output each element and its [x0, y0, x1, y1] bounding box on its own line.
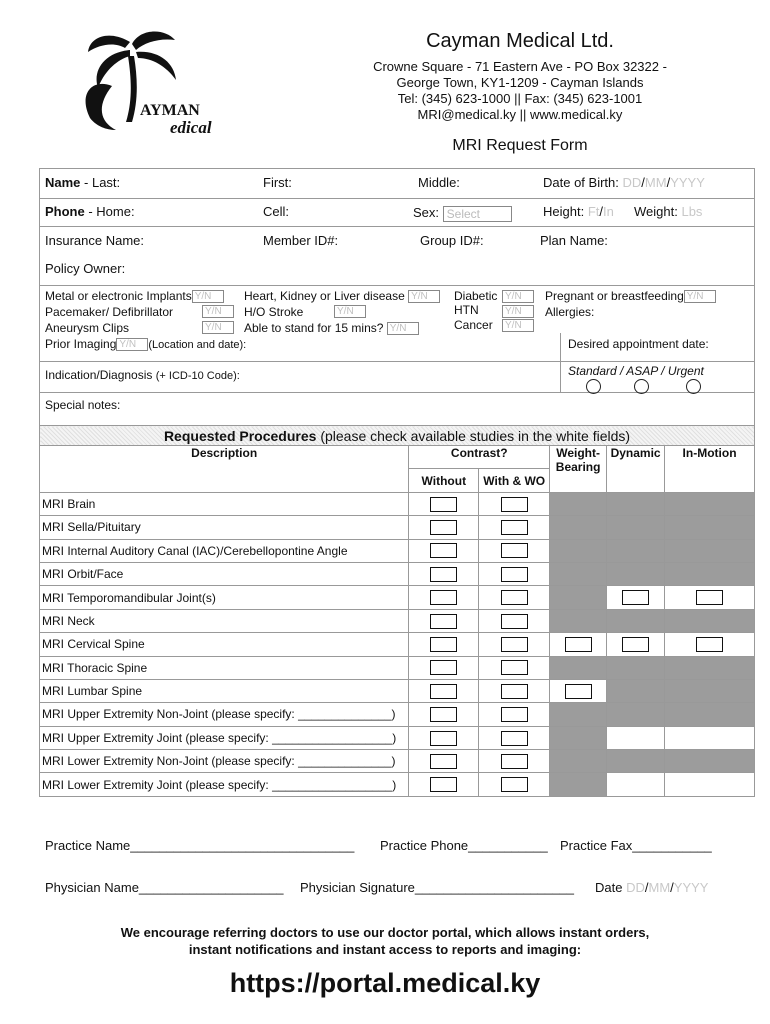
option-cell — [409, 750, 479, 773]
with-wo-checkbox[interactable] — [501, 684, 528, 699]
unavailable-cell — [550, 539, 607, 562]
in-motion-checkbox[interactable] — [696, 637, 723, 652]
diabetic-yn[interactable]: Y/N — [502, 290, 534, 303]
col-in-motion: In-Motion — [665, 446, 755, 493]
pacemaker-yn[interactable]: Y/N — [202, 305, 234, 318]
htn-label: HTN — [454, 303, 479, 317]
procedure-label: MRI Thoracic Spine — [40, 656, 409, 679]
unavailable-cell — [665, 656, 755, 679]
allergies-label: Allergies: — [545, 305, 595, 319]
option-cell — [409, 609, 479, 632]
procedure-row — [40, 609, 755, 632]
dynamic-checkbox[interactable] — [622, 637, 649, 652]
indication-label: Indication/Diagnosis (+ ICD-10 Code): — [45, 368, 240, 382]
procedure-row — [40, 750, 755, 773]
option-cell — [409, 586, 479, 609]
empty-cell — [665, 726, 755, 749]
metal-implants-label: Metal or electronic Implants Y/N — [45, 289, 224, 303]
col-without: Without — [409, 469, 479, 492]
option-cell — [479, 562, 550, 585]
option-cell — [479, 516, 550, 539]
without-checkbox[interactable] — [430, 731, 457, 746]
unavailable-cell — [665, 539, 755, 562]
unavailable-cell — [550, 562, 607, 585]
height-label[interactable]: Height: Ft/In — [543, 204, 614, 219]
diabetic-label: Diabetic — [454, 289, 498, 303]
with-wo-checkbox[interactable] — [501, 754, 528, 769]
procedure-row — [40, 703, 755, 726]
option-cell — [479, 750, 550, 773]
option-cell — [479, 703, 550, 726]
col-with-wo: With & WO — [479, 469, 550, 492]
stroke-label: H/O Stroke — [244, 305, 304, 319]
unavailable-cell — [665, 703, 755, 726]
aneurysm-label: Aneurysm Clips — [45, 321, 130, 335]
prior-imaging-yn[interactable]: Y/N — [116, 338, 148, 351]
with-wo-checkbox[interactable] — [501, 567, 528, 582]
unavailable-cell — [607, 750, 665, 773]
procedure-label: MRI Cervical Spine — [40, 633, 409, 656]
without-checkbox[interactable] — [430, 567, 457, 582]
option-cell — [409, 492, 479, 515]
option-cell — [409, 656, 479, 679]
option-cell — [479, 633, 550, 656]
cancer-yn[interactable]: Y/N — [502, 319, 534, 332]
weight-bearing-checkbox[interactable] — [565, 684, 592, 699]
stroke-yn[interactable]: Y/N — [334, 305, 366, 318]
sex-select[interactable]: Select — [443, 206, 512, 222]
without-checkbox[interactable] — [430, 777, 457, 792]
empty-cell — [607, 773, 665, 796]
unavailable-cell — [550, 773, 607, 796]
unavailable-cell — [607, 516, 665, 539]
procedure-row — [40, 679, 755, 702]
with-wo-checkbox[interactable] — [501, 497, 528, 512]
option-cell — [409, 633, 479, 656]
htn-yn[interactable]: Y/N — [502, 305, 534, 318]
procedure-label: MRI Lumbar Spine — [40, 679, 409, 702]
without-checkbox[interactable] — [430, 637, 457, 652]
procedure-label: MRI Lower Extremity Joint (please specify: __________________) — [40, 773, 409, 796]
procedure-row — [40, 656, 755, 679]
with-wo-checkbox[interactable] — [501, 590, 528, 605]
with-wo-checkbox[interactable] — [501, 660, 528, 675]
logo-text-medical: edical — [170, 118, 212, 137]
unavailable-cell — [607, 609, 665, 632]
practice-phone-field[interactable]: Practice Phone___________ — [380, 838, 548, 853]
unavailable-cell — [665, 562, 755, 585]
option-cell — [479, 773, 550, 796]
first-name-label: First: — [263, 175, 292, 190]
option-cell — [479, 679, 550, 702]
pacemaker-label: Pacemaker/ Defibrillator — [45, 305, 174, 319]
phone-fax-line: Tel: (345) 623-1000 || Fax: (345) 623-1001 — [397, 91, 643, 106]
phone-home-label: Phone - Home: — [45, 204, 135, 219]
metal-implants-yn[interactable]: Y/N — [192, 290, 224, 303]
without-checkbox[interactable] — [430, 614, 457, 629]
dob-label[interactable]: Date of Birth: DD/MM/YYYY — [543, 175, 705, 190]
option-cell — [409, 516, 479, 539]
option-cell — [479, 609, 550, 632]
without-checkbox[interactable] — [430, 660, 457, 675]
option-cell — [607, 633, 665, 656]
procedure-row — [40, 539, 755, 562]
procedure-label: MRI Brain — [40, 492, 409, 515]
portal-link[interactable]: https://portal.medical.ky — [229, 968, 541, 998]
procedure-label: MRI Orbit/Face — [40, 562, 409, 585]
procedure-row — [40, 726, 755, 749]
address-line-1: Crowne Square - 71 Eastern Ave - PO Box 32322 - — [373, 59, 667, 74]
unavailable-cell — [550, 516, 607, 539]
with-wo-checkbox[interactable] — [501, 614, 528, 629]
unavailable-cell — [607, 679, 665, 702]
option-cell — [409, 539, 479, 562]
policy-owner-label: Policy Owner: — [45, 261, 126, 276]
procedure-row — [40, 586, 755, 609]
col-dynamic: Dynamic — [607, 446, 665, 493]
unavailable-cell — [550, 750, 607, 773]
option-cell — [550, 679, 607, 702]
procedures-title: Requested Procedures (please check available studies in the white fields) — [40, 426, 755, 446]
without-checkbox[interactable] — [430, 684, 457, 699]
unavailable-cell — [607, 562, 665, 585]
logo-text-cayman: AYMAN — [140, 102, 200, 119]
middle-name-label: Middle: — [418, 175, 460, 190]
with-wo-checkbox[interactable] — [501, 777, 528, 792]
unavailable-cell — [550, 703, 607, 726]
unavailable-cell — [607, 656, 665, 679]
option-cell — [409, 679, 479, 702]
with-wo-checkbox[interactable] — [501, 637, 528, 652]
procedure-label: MRI Internal Auditory Canal (IAC)/Cerebellopontine Angle — [40, 539, 409, 562]
option-cell — [479, 539, 550, 562]
unavailable-cell — [550, 492, 607, 515]
portal-message: We encourage referring doctors to use our doctor portal, which allows instant orders, instant notifications and instant access to reports and imaging: — [120, 925, 650, 957]
plan-name-label: Plan Name: — [540, 233, 608, 248]
with-wo-checkbox[interactable] — [501, 543, 528, 558]
procedure-label: MRI Temporomandibular Joint(s) — [40, 586, 409, 609]
unavailable-cell — [550, 726, 607, 749]
unavailable-cell — [550, 609, 607, 632]
option-cell — [409, 773, 479, 796]
unavailable-cell — [550, 586, 607, 609]
urgent-radio[interactable] — [686, 379, 701, 394]
unavailable-cell — [607, 703, 665, 726]
practice-fax-field[interactable]: Practice Fax___________ — [560, 838, 712, 853]
prior-imaging-label: Prior Imaging Y/N (Location and date): — [45, 337, 247, 351]
insurance-name-label: Insurance Name: — [45, 233, 144, 248]
address-line-2: George Town, KY1-1209 - Cayman Islands — [396, 75, 644, 90]
unavailable-cell — [665, 492, 755, 515]
with-wo-checkbox[interactable] — [501, 520, 528, 535]
urgency-label: Standard / ASAP / Urgent — [568, 364, 704, 378]
weight-label[interactable]: Weight: Lbs — [634, 204, 703, 219]
without-checkbox[interactable] — [430, 543, 457, 558]
date-field[interactable]: Date DD/MM/YYYY — [595, 880, 709, 895]
with-wo-checkbox[interactable] — [501, 707, 528, 722]
company-logo — [70, 22, 250, 152]
without-checkbox[interactable] — [430, 754, 457, 769]
unavailable-cell — [607, 539, 665, 562]
member-id-label: Member ID#: — [263, 233, 339, 248]
cancer-label: Cancer — [454, 318, 493, 332]
pregnant-yn[interactable]: Y/N — [684, 290, 716, 303]
company-name: Cayman Medical Ltd. — [426, 30, 614, 52]
option-cell — [479, 656, 550, 679]
asap-radio[interactable] — [634, 379, 649, 394]
unavailable-cell — [665, 609, 755, 632]
option-cell — [479, 726, 550, 749]
procedure-row — [40, 516, 755, 539]
heart-disease-label: Heart, Kidney or Liver disease Y/N — [244, 289, 440, 303]
group-id-label: Group ID#: — [420, 233, 484, 248]
option-cell — [479, 492, 550, 515]
procedure-row — [40, 773, 755, 796]
option-cell — [665, 586, 755, 609]
procedure-label: MRI Upper Extremity Non-Joint (please specify: ______________) — [40, 703, 409, 726]
procedure-label: MRI Lower Extremity Non-Joint (please specify: ______________) — [40, 750, 409, 773]
cell-label: Cell: — [263, 204, 290, 219]
physician-signature-field[interactable]: Physician Signature______________________ — [300, 880, 574, 895]
pregnant-label: Pregnant or breastfeeding Y/N — [545, 289, 716, 303]
col-weight-bearing: Weight-Bearing — [550, 446, 607, 493]
without-checkbox[interactable] — [430, 707, 457, 722]
option-cell — [607, 586, 665, 609]
without-checkbox[interactable] — [430, 520, 457, 535]
dynamic-checkbox[interactable] — [622, 590, 649, 605]
col-contrast: Contrast? — [409, 446, 550, 469]
heart-disease-yn[interactable]: Y/N — [408, 290, 440, 303]
option-cell — [550, 633, 607, 656]
form-title: MRI Request Form — [452, 137, 588, 154]
without-checkbox[interactable] — [430, 590, 457, 605]
unavailable-cell — [665, 750, 755, 773]
palm-tree-icon — [70, 22, 250, 152]
physician-name-field[interactable]: Physician Name____________________ — [45, 880, 284, 895]
procedures-table — [39, 425, 755, 797]
option-cell — [665, 633, 755, 656]
with-wo-checkbox[interactable] — [501, 731, 528, 746]
unavailable-cell — [665, 516, 755, 539]
without-checkbox[interactable] — [430, 497, 457, 512]
procedure-label: MRI Upper Extremity Joint (please specify: __________________) — [40, 726, 409, 749]
unavailable-cell — [550, 656, 607, 679]
sex-label: Sex: Select — [413, 205, 512, 222]
procedure-row — [40, 492, 755, 515]
in-motion-checkbox[interactable] — [696, 590, 723, 605]
option-cell — [409, 703, 479, 726]
procedure-row — [40, 633, 755, 656]
procedure-label: MRI Sella/Pituitary — [40, 516, 409, 539]
aneurysm-yn[interactable]: Y/N — [202, 321, 234, 334]
unavailable-cell — [607, 492, 665, 515]
empty-cell — [607, 726, 665, 749]
last-name-label: Name - Last: — [45, 175, 121, 190]
email-web-line: MRI@medical.ky || www.medical.ky — [417, 107, 623, 122]
stand-label: Able to stand for 15 mins? Y/N — [244, 321, 419, 335]
stand-yn[interactable]: Y/N — [387, 322, 419, 335]
standard-radio[interactable] — [586, 379, 601, 394]
option-cell — [479, 586, 550, 609]
weight-bearing-checkbox[interactable] — [565, 637, 592, 652]
procedure-row — [40, 562, 755, 585]
special-notes-label: Special notes: — [45, 398, 121, 412]
empty-cell — [665, 773, 755, 796]
option-cell — [409, 562, 479, 585]
company-header — [340, 30, 700, 123]
unavailable-cell — [665, 679, 755, 702]
option-cell — [409, 726, 479, 749]
desired-date-label: Desired appointment date: — [568, 337, 709, 351]
col-description: Description — [40, 446, 409, 493]
procedure-label: MRI Neck — [40, 609, 409, 632]
practice-name-field[interactable]: Practice Name_______________________________ — [45, 838, 355, 853]
